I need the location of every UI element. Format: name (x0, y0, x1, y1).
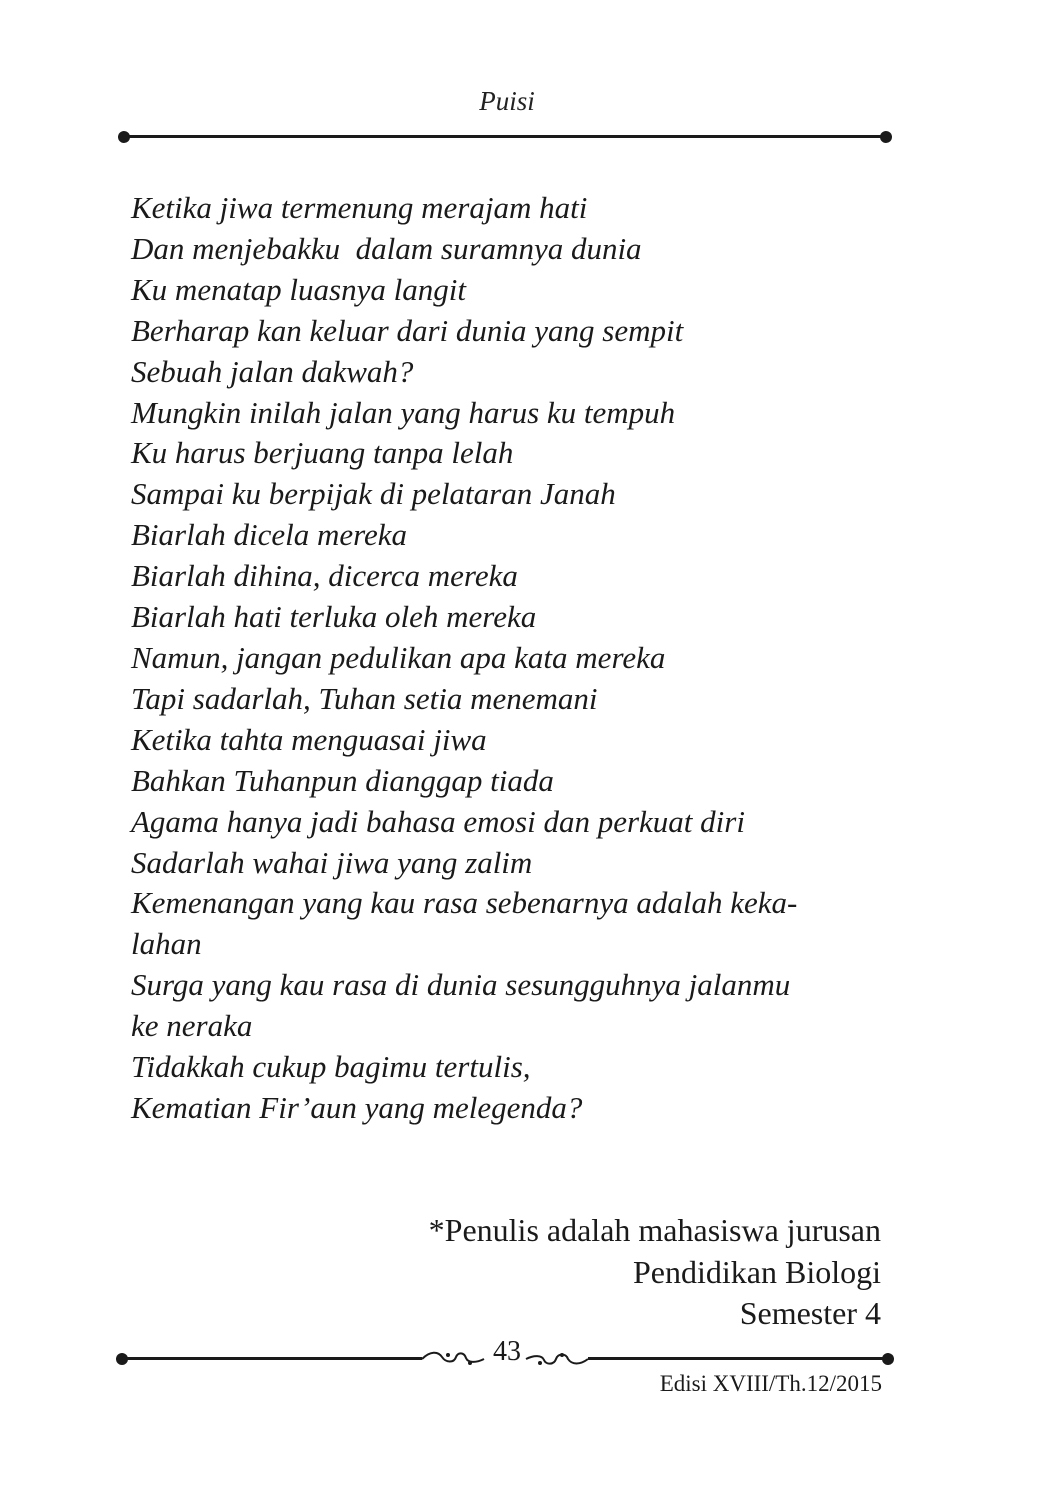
poem-line: Sebuah jalan dakwah? (131, 353, 414, 389)
poem-line: Tidakkah cukup bagimu tertulis, (131, 1049, 531, 1085)
poem-line: Sampai ku berpijak di pelataran Janah (131, 476, 616, 512)
poem-line: Namun, jangan pedulikan apa kata mereka (131, 639, 666, 675)
poem-line: Bahkan Tuhanpun dianggap tiada (131, 762, 554, 798)
poem-line: Agama hanya jadi bahasa emosi dan perkuat diri (131, 803, 745, 839)
poem-body (131, 188, 891, 1129)
author-note-line: Pendidikan Biologi (633, 1253, 881, 1290)
poem-line: lahan (131, 926, 202, 962)
poem-line: ke neraka (131, 1008, 253, 1044)
poem-line: Mungkin inilah jalan yang harus ku tempuh (131, 394, 676, 430)
page-number: 43 (489, 1336, 525, 1367)
poem-line: Dan menjebakku dalam suramnya dunia (131, 230, 642, 266)
author-note-line: *Penulis adalah mahasiswa jurusan (428, 1212, 881, 1248)
poem-line: Biarlah dihina, dicerca mereka (131, 558, 518, 594)
poem-line: Biarlah hati terluka oleh mereka (131, 599, 537, 635)
header-rule (124, 135, 886, 138)
poem-line: Sadarlah wahai jiwa yang zalim (131, 844, 533, 880)
poem-line: Surga yang kau rasa di dunia sesungguhnya jalanmu (131, 967, 791, 1003)
section-title: Puisi (479, 86, 535, 116)
poem-line: Ketika jiwa termenung merajam hati (131, 190, 588, 225)
header-rule-left-dot (118, 131, 130, 143)
poem-line: Kematian Fir’aun yang melegenda? (131, 1089, 583, 1125)
edition-label: Edisi XVIII/Th.12/2015 (659, 1371, 882, 1396)
poem-line: Ku harus berjuang tanpa lelah (131, 435, 514, 471)
poem-line: Biarlah dicela mereka (131, 517, 408, 553)
poem-line: Ketika tahta menguasai jiwa (131, 721, 487, 757)
poem-line: Tapi sadarlah, Tuhan setia menemani (131, 680, 598, 716)
poem-line: Ku menatap luasnya langit (131, 271, 466, 307)
poem-line: Berharap kan keluar dari dunia yang sempit (131, 312, 684, 348)
header-rule-right-dot (880, 131, 892, 143)
author-note (429, 1210, 881, 1335)
poem-line: Kemenangan yang kau rasa sebenarnya adalah keka- (131, 885, 798, 921)
page-number-wrapper (0, 1336, 1014, 1368)
author-note-line: Semester 4 (739, 1295, 881, 1331)
